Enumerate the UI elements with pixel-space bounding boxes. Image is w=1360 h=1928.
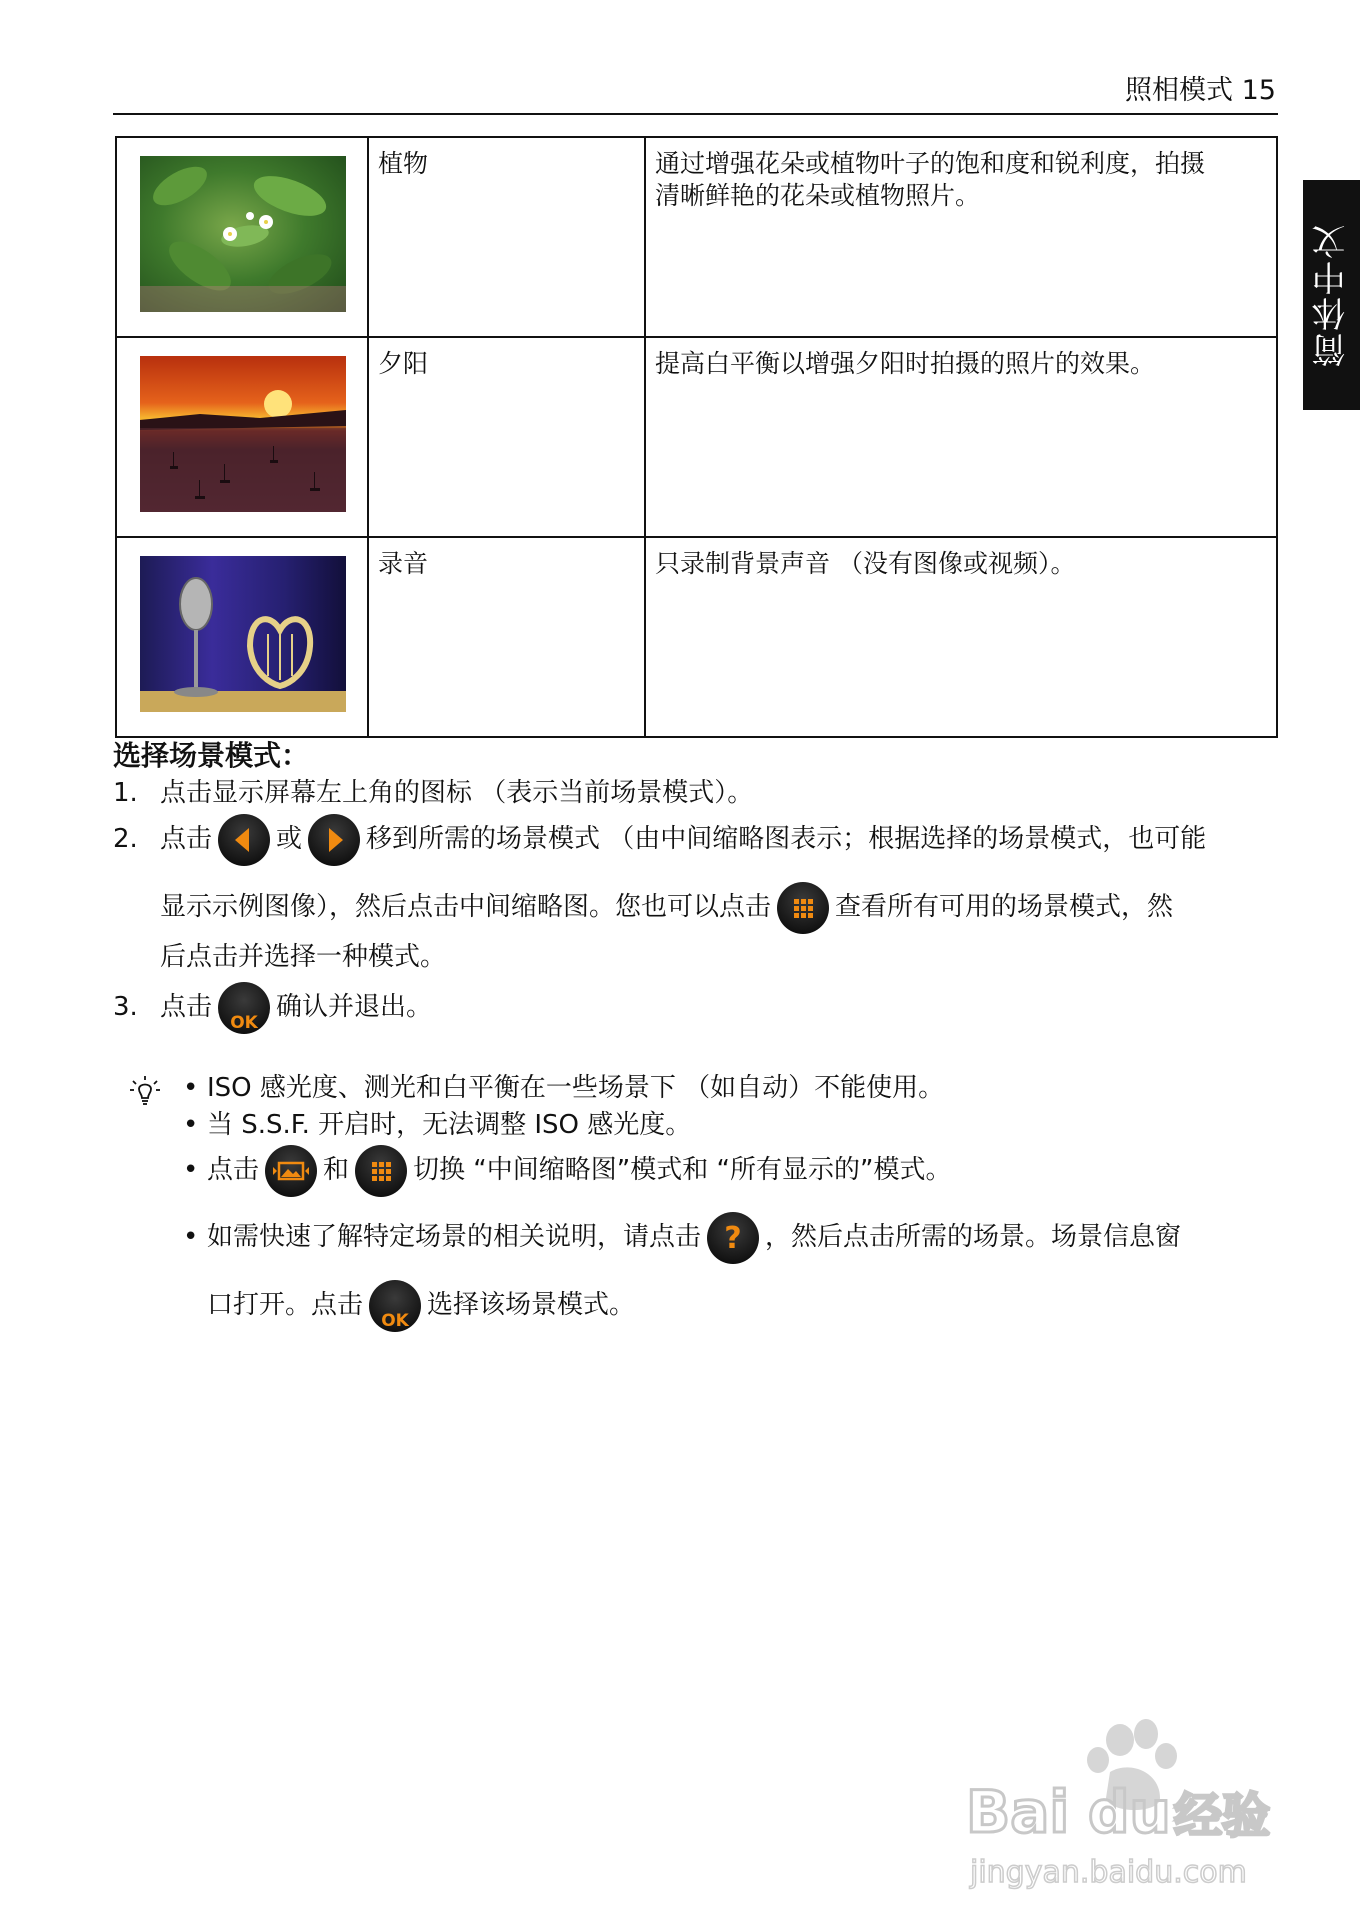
- sunset-photo: [140, 356, 346, 512]
- table-row: [116, 137, 1277, 337]
- scene-name: 植物: [368, 137, 645, 337]
- plant-photo: [140, 156, 346, 312]
- tip-text: 切换 “中间缩略图”模式和 “所有显示的”模式。: [413, 1155, 952, 1185]
- step-number: 2.: [113, 824, 138, 854]
- step-text: 后点击并选择一种模式。: [160, 942, 447, 972]
- description-line: 通过增强花朵或植物叶子的饱和度和锐利度，拍摄: [655, 149, 1206, 178]
- step-text: 点击显示屏幕左上角的图标 （表示当前场景模式）。: [160, 778, 754, 808]
- grid-icon: [355, 1145, 407, 1197]
- tip-text: 如需快速了解特定场景的相关说明，请点击: [207, 1222, 702, 1252]
- step-text: 查看所有可用的场景模式，然: [835, 892, 1174, 922]
- tip-text: 和: [323, 1155, 350, 1185]
- description-line: 清晰鲜艳的花朵或植物照片。: [655, 181, 981, 210]
- grid-icon: [777, 882, 829, 934]
- lightbulb-icon: [128, 1073, 162, 1111]
- bullet-dot: •: [183, 1155, 199, 1185]
- language-tab-label: 简体中文: [1312, 223, 1352, 367]
- step-text: 点击: [160, 824, 213, 854]
- watermark-text-2: du: [1088, 1778, 1171, 1846]
- scene-description: [645, 337, 1277, 537]
- step-text: 点击: [160, 992, 213, 1022]
- step-text: 移到所需的场景模式 （由中间缩略图表示；根据选择的场景模式，也可能: [366, 824, 1207, 854]
- tip-text: 口打开。点击: [207, 1290, 364, 1320]
- next-button: [308, 814, 360, 866]
- watermark-url: jingyan.baidu.com: [970, 1855, 1247, 1890]
- scene-description: [645, 137, 1277, 337]
- svg-text:?: ?: [724, 1220, 742, 1256]
- bullet-dot: •: [183, 1110, 199, 1140]
- watermark-cn: 经验: [1174, 1788, 1271, 1844]
- description-line: 提高白平衡以增强夕阳时拍摄的照片的效果。: [655, 349, 1156, 378]
- tip-text: ISO 感光度、测光和白平衡在一些场景下 （如自动）不能使用。: [207, 1073, 945, 1103]
- step-text: 确认并退出。: [276, 992, 433, 1022]
- language-tab: [1303, 180, 1360, 410]
- ok-button: OK: [369, 1280, 421, 1332]
- bullet-dot: •: [183, 1222, 199, 1252]
- scene-name: 夕阳: [368, 337, 645, 537]
- scene-description: [645, 537, 1277, 737]
- step-line: [160, 980, 432, 1034]
- tip-line: [207, 1210, 1181, 1264]
- table-row: [116, 537, 1277, 737]
- ok-button: OK: [218, 982, 270, 1034]
- tip-text: ，然后点击所需的场景。场景信息窗: [765, 1222, 1182, 1252]
- tip-text: 选择该场景模式。: [427, 1290, 636, 1320]
- previous-button: [218, 814, 270, 866]
- baidu-watermark: [960, 1710, 1280, 1900]
- tip-text: 点击: [207, 1155, 260, 1185]
- page-header: 照相模式 15: [1125, 75, 1276, 106]
- microphone-photo: [140, 556, 346, 712]
- bullet-dot: •: [183, 1073, 199, 1103]
- step-number: 1.: [113, 778, 138, 808]
- help-icon: [707, 1212, 759, 1264]
- thumbnail-view-icon: [265, 1145, 317, 1197]
- step-text: 显示示例图像），然后点击中间缩略图。您也可以点击: [160, 892, 772, 922]
- step-line: [160, 812, 1206, 866]
- scene-table: [115, 136, 1278, 738]
- scene-name: 录音: [368, 537, 645, 737]
- tip-line: [207, 1278, 635, 1332]
- section-title: 选择场景模式：: [113, 739, 310, 772]
- tip-line: [207, 1143, 951, 1197]
- description-line: 只录制背景声音 （没有图像或视频）。: [655, 549, 1076, 578]
- watermark-text-1: Bai: [966, 1778, 1070, 1846]
- step-number: 3.: [113, 992, 138, 1022]
- table-row: [116, 337, 1277, 537]
- step-text: 或: [276, 824, 303, 854]
- tip-text: 当 S.S.F. 开启时，无法调整 ISO 感光度。: [207, 1110, 692, 1140]
- step-line: [160, 880, 1173, 934]
- header-rule: [113, 113, 1278, 115]
